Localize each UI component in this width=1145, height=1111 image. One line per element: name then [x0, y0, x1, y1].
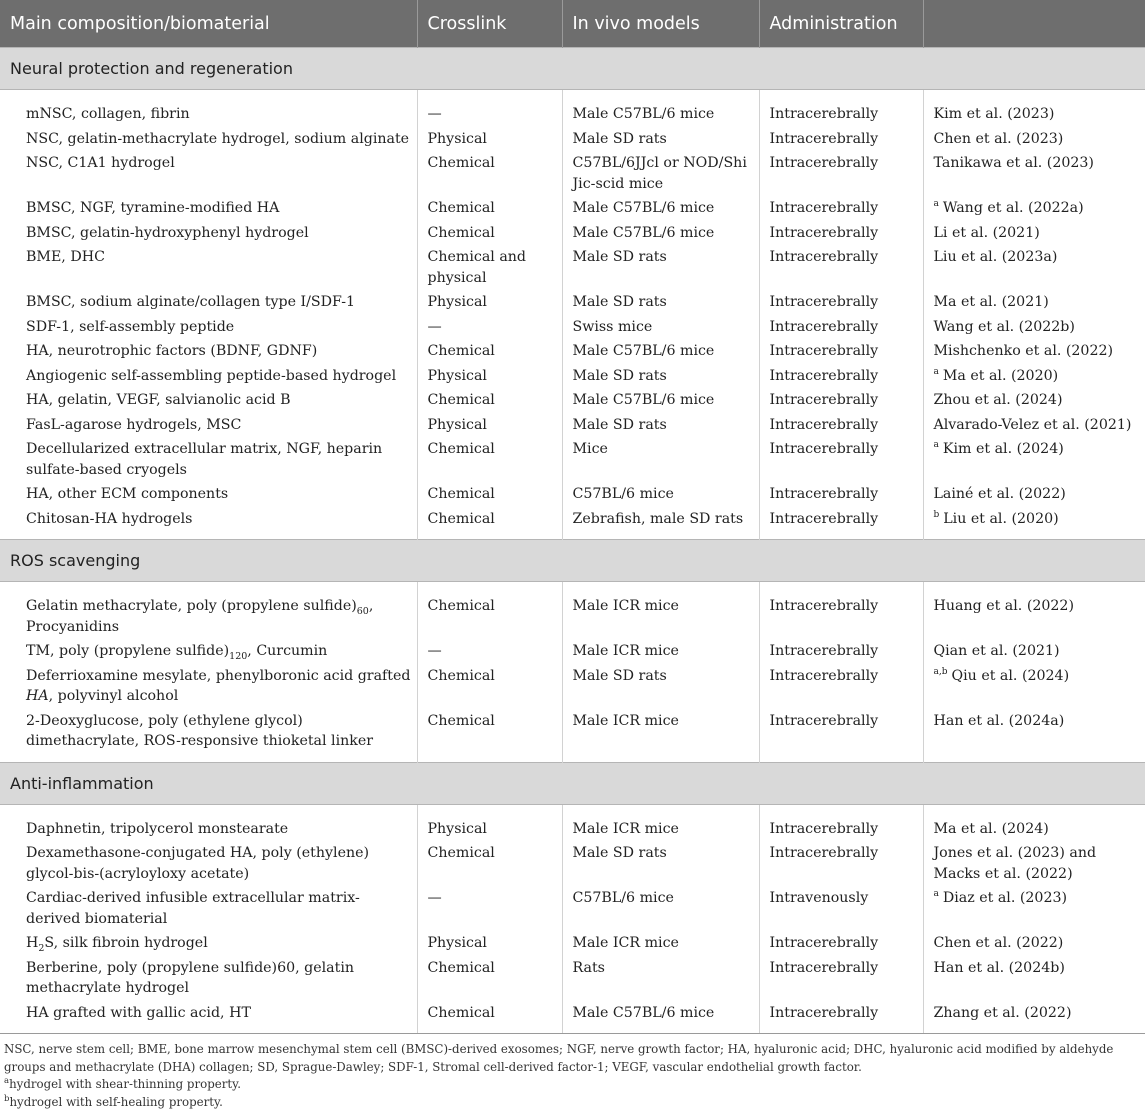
cell-composition — [0, 245, 417, 290]
table-row — [0, 339, 1145, 364]
cell-composition — [0, 437, 417, 482]
cell-administration: Intracerebrally — [759, 290, 923, 315]
cell-crosslink: — — [417, 886, 562, 931]
cell-composition — [0, 315, 417, 340]
cell-model: Male C57BL/6 mice — [562, 221, 759, 246]
cell-administration: Intracerebrally — [759, 841, 923, 886]
cell-model: Male C57BL/6 mice — [562, 388, 759, 413]
table-row — [0, 956, 1145, 1001]
cell-administration: Intracerebrally — [759, 582, 923, 640]
table-row — [0, 582, 1145, 640]
cell-composition — [0, 90, 417, 127]
cell-reference — [923, 151, 1145, 196]
cell-crosslink: Physical — [417, 290, 562, 315]
footnote-b-mark: b — [4, 1094, 9, 1104]
reference-text: Chen et al. (2023) — [934, 131, 1064, 147]
cell-model: Zebrafish, male SD rats — [562, 507, 759, 540]
cell-model: C57BL/6 mice — [562, 482, 759, 507]
reference-text: Kim et al. (2023) — [934, 106, 1055, 122]
table-row — [0, 221, 1145, 246]
cell-administration: Intracerebrally — [759, 364, 923, 389]
cell-composition — [0, 1001, 417, 1034]
cell-administration: Intracerebrally — [759, 664, 923, 709]
reference-text: Chen et al. (2022) — [934, 935, 1064, 951]
cell-crosslink: Physical — [417, 127, 562, 152]
cell-administration: Intracerebrally — [759, 413, 923, 438]
composition-text: S, silk fibroin hydrogel — [44, 935, 207, 951]
table-row — [0, 127, 1145, 152]
table-row — [0, 507, 1145, 540]
cell-administration: Intracerebrally — [759, 804, 923, 841]
cell-reference — [923, 841, 1145, 886]
reference-text: Han et al. (2024a) — [934, 713, 1065, 729]
composition-text: Cardiac-derived infusible extracellular matrix-derived biomaterial — [26, 890, 360, 927]
cell-crosslink: Chemical — [417, 507, 562, 540]
composition-text: BMSC, sodium alginate/collagen type I/SDF-1 — [26, 294, 355, 310]
cell-composition — [0, 290, 417, 315]
composition-text: SDF-1, self-assembly peptide — [26, 319, 234, 335]
composition-text: Angiogenic self-assembling peptide-based hydrogel — [26, 368, 396, 384]
composition-text: mNSC, collagen, fibrin — [26, 106, 190, 122]
cell-model: Male C57BL/6 mice — [562, 339, 759, 364]
cell-model: Male ICR mice — [562, 582, 759, 640]
cell-crosslink: Chemical — [417, 582, 562, 640]
reference-text: Tanikawa et al. (2023) — [934, 155, 1094, 171]
table-row — [0, 151, 1145, 196]
cell-composition — [0, 196, 417, 221]
cell-crosslink: — — [417, 90, 562, 127]
reference-text: Li et al. (2021) — [934, 225, 1040, 241]
cell-administration: Intravenously — [759, 886, 923, 931]
reference-text: Ma et al. (2020) — [943, 368, 1058, 384]
cell-reference — [923, 886, 1145, 931]
cell-composition — [0, 339, 417, 364]
footnote-marker: a — [934, 199, 939, 209]
cell-reference — [923, 245, 1145, 290]
cell-administration: Intracerebrally — [759, 90, 923, 127]
cell-crosslink: Physical — [417, 931, 562, 956]
header-models: In vivo models — [562, 0, 759, 48]
footnote-marker: a,b — [934, 667, 948, 677]
cell-model: Male ICR mice — [562, 804, 759, 841]
cell-composition — [0, 804, 417, 841]
composition-text: Daphnetin, tripolycerol monstearate — [26, 821, 288, 837]
cell-crosslink: Chemical — [417, 1001, 562, 1034]
cell-composition — [0, 841, 417, 886]
cell-model: Male SD rats — [562, 245, 759, 290]
cell-administration: Intracerebrally — [759, 1001, 923, 1034]
cell-model: Male ICR mice — [562, 709, 759, 763]
cell-crosslink: Chemical — [417, 151, 562, 196]
cell-crosslink: Physical — [417, 413, 562, 438]
footnote-a-mark: a — [4, 1076, 9, 1086]
cell-administration: Intracerebrally — [759, 127, 923, 152]
reference-text: Han et al. (2024b) — [934, 960, 1065, 976]
cell-model: C57BL/6 mice — [562, 886, 759, 931]
reference-text: Wang et al. (2022b) — [934, 319, 1075, 335]
cell-reference — [923, 221, 1145, 246]
cell-reference — [923, 364, 1145, 389]
cell-model: Mice — [562, 437, 759, 482]
section-title: Neural protection and regeneration — [0, 48, 1145, 90]
cell-model: Male ICR mice — [562, 931, 759, 956]
cell-administration: Intracerebrally — [759, 196, 923, 221]
footnote-marker: a — [934, 889, 939, 899]
composition-text: Gelatin methacrylate, poly (propylene sulfide) — [26, 598, 357, 614]
composition-text: NSC, gelatin-methacrylate hydrogel, sodium alginate — [26, 131, 409, 147]
footnote-b — [4, 1094, 1141, 1111]
composition-text: , polyvinyl alcohol — [49, 688, 179, 704]
cell-composition — [0, 413, 417, 438]
cell-administration: Intracerebrally — [759, 507, 923, 540]
footnote-a-text: hydrogel with shear-thinning property. — [9, 1077, 241, 1091]
composition-text: HA grafted with gallic acid, HT — [26, 1005, 251, 1021]
table-row — [0, 364, 1145, 389]
cell-reference — [923, 437, 1145, 482]
reference-text: Jones et al. (2023) and Macks et al. (2022) — [934, 845, 1097, 882]
table-row — [0, 437, 1145, 482]
cell-administration: Intracerebrally — [759, 482, 923, 507]
composition-text: TM, poly (propylene sulfide) — [26, 643, 229, 659]
composition-text: NSC, C1A1 hydrogel — [26, 155, 175, 171]
composition-text: H — [26, 935, 38, 951]
cell-reference — [923, 196, 1145, 221]
cell-composition — [0, 931, 417, 956]
table-row — [0, 482, 1145, 507]
cell-administration: Intracerebrally — [759, 709, 923, 763]
cell-reference — [923, 664, 1145, 709]
reference-text: Wang et al. (2022a) — [943, 200, 1084, 216]
cell-model: C57BL/6JJcl or NOD/Shi Jic-scid mice — [562, 151, 759, 196]
composition-italic: HA — [26, 688, 49, 704]
cell-administration: Intracerebrally — [759, 221, 923, 246]
cell-model: Male C57BL/6 mice — [562, 196, 759, 221]
cell-composition — [0, 582, 417, 640]
cell-reference — [923, 804, 1145, 841]
table-body — [0, 48, 1145, 1034]
cell-administration: Intracerebrally — [759, 639, 923, 664]
cell-crosslink: Chemical — [417, 221, 562, 246]
composition-text: FasL-agarose hydrogels, MSC — [26, 417, 241, 433]
table-row — [0, 639, 1145, 664]
table-row — [0, 245, 1145, 290]
cell-reference — [923, 956, 1145, 1001]
table-row — [0, 196, 1145, 221]
cell-composition — [0, 507, 417, 540]
cell-reference — [923, 582, 1145, 640]
cell-model: Rats — [562, 956, 759, 1001]
composition-text: BMSC, NGF, tyramine-modified HA — [26, 200, 279, 216]
reference-text: Kim et al. (2024) — [943, 441, 1064, 457]
composition-text: Dexamethasone-conjugated HA, poly (ethylene) glycol-bis-(acryloyloxy acetate) — [26, 845, 369, 882]
cell-administration: Intracerebrally — [759, 437, 923, 482]
cell-administration: Intracerebrally — [759, 956, 923, 1001]
header-composition: Main composition/biomaterial — [0, 0, 417, 48]
cell-crosslink: Chemical — [417, 196, 562, 221]
reference-text: Zhou et al. (2024) — [934, 392, 1063, 408]
composition-text: BMSC, gelatin-hydroxyphenyl hydrogel — [26, 225, 309, 241]
cell-model: Male SD rats — [562, 413, 759, 438]
cell-composition — [0, 664, 417, 709]
formula-subscript: 2 — [38, 943, 44, 954]
cell-composition — [0, 956, 417, 1001]
cell-reference — [923, 1001, 1145, 1034]
section-row — [0, 540, 1145, 582]
cell-composition — [0, 127, 417, 152]
cell-model: Swiss mice — [562, 315, 759, 340]
reference-text: Ma et al. (2021) — [934, 294, 1049, 310]
cell-crosslink: — — [417, 315, 562, 340]
cell-composition — [0, 221, 417, 246]
cell-crosslink: Chemical — [417, 388, 562, 413]
reference-text: Mishchenko et al. (2022) — [934, 343, 1114, 359]
composition-text: , Curcumin — [247, 643, 327, 659]
cell-crosslink: Chemical — [417, 956, 562, 1001]
composition-text: Deferrioxamine mesylate, phenylboronic acid grafted — [26, 668, 410, 684]
cell-model: Male C57BL/6 mice — [562, 90, 759, 127]
cell-crosslink: — — [417, 639, 562, 664]
footnote-b-text: hydrogel with self-healing property. — [9, 1095, 222, 1109]
composition-text: BME, DHC — [26, 249, 105, 265]
cell-reference — [923, 931, 1145, 956]
reference-text: Ma et al. (2024) — [934, 821, 1049, 837]
cell-composition — [0, 151, 417, 196]
reference-text: Lainé et al. (2022) — [934, 486, 1066, 502]
table-row — [0, 709, 1145, 763]
footnote-marker: a — [934, 440, 939, 450]
table-row — [0, 413, 1145, 438]
table-row — [0, 388, 1145, 413]
cell-reference — [923, 290, 1145, 315]
table-row — [0, 886, 1145, 931]
cell-composition — [0, 709, 417, 763]
cell-composition — [0, 482, 417, 507]
table-row — [0, 664, 1145, 709]
table-row — [0, 841, 1145, 886]
cell-model: Male C57BL/6 mice — [562, 1001, 759, 1034]
cell-composition — [0, 886, 417, 931]
reference-text: Huang et al. (2022) — [934, 598, 1075, 614]
section-row — [0, 762, 1145, 804]
cell-reference — [923, 482, 1145, 507]
table-row — [0, 315, 1145, 340]
cell-crosslink: Physical — [417, 364, 562, 389]
footnote-marker: b — [934, 510, 940, 520]
cell-composition — [0, 364, 417, 389]
cell-model: Male SD rats — [562, 364, 759, 389]
reference-text: Liu et al. (2023a) — [934, 249, 1058, 265]
cell-reference — [923, 90, 1145, 127]
table-row — [0, 1001, 1145, 1034]
cell-model: Male SD rats — [562, 127, 759, 152]
reference-text: Diaz et al. (2023) — [943, 890, 1067, 906]
header-crosslink: Crosslink — [417, 0, 562, 48]
composition-text: HA, other ECM components — [26, 486, 228, 502]
reference-text: Qiu et al. (2024) — [952, 668, 1070, 684]
polymer-subscript: 120 — [229, 651, 247, 662]
composition-text: HA, neurotrophic factors (BDNF, GDNF) — [26, 343, 317, 359]
header-administration: Administration — [759, 0, 923, 48]
cell-crosslink: Chemical — [417, 339, 562, 364]
cell-composition — [0, 639, 417, 664]
composition-text: Decellularized extracellular matrix, NGF, heparin sulfate-based cryogels — [26, 441, 382, 478]
footnote-marker: a — [934, 367, 939, 377]
section-title: ROS scavenging — [0, 540, 1145, 582]
table-row — [0, 90, 1145, 127]
cell-composition — [0, 388, 417, 413]
reference-text: Qian et al. (2021) — [934, 643, 1060, 659]
footnote-a — [4, 1076, 1141, 1094]
cell-crosslink: Chemical — [417, 437, 562, 482]
reference-text: Liu et al. (2020) — [943, 511, 1058, 527]
cell-crosslink: Chemical and physical — [417, 245, 562, 290]
cell-crosslink: Physical — [417, 804, 562, 841]
cell-reference — [923, 709, 1145, 763]
table-row — [0, 804, 1145, 841]
section-title: Anti-inflammation — [0, 762, 1145, 804]
table-row — [0, 931, 1145, 956]
abbreviations-note: NSC, nerve stem cell; BME, bone marrow mesenchymal stem cell (BMSC)-derived exosomes; NGF, nerve growth factor; HA, hyaluronic acid; DHC, hyaluronic acid modified by aldehyde groups and methacrylate (DHA) collagen; SD, Sprague-Dawley; SDF-1, Stromal cell-derived factor-1; VEGF, vascular endothelial growth factor. — [4, 1041, 1141, 1076]
polymer-subscript: 60 — [357, 606, 369, 617]
cell-model: Male SD rats — [562, 841, 759, 886]
cell-administration: Intracerebrally — [759, 339, 923, 364]
composition-text: HA, gelatin, VEGF, salvianolic acid B — [26, 392, 291, 408]
cell-administration: Intracerebrally — [759, 151, 923, 196]
reference-text: Alvarado-Velez et al. (2021) — [934, 417, 1132, 433]
cell-reference — [923, 639, 1145, 664]
cell-reference — [923, 315, 1145, 340]
header-row — [0, 0, 1145, 48]
table-row — [0, 290, 1145, 315]
cell-administration: Intracerebrally — [759, 388, 923, 413]
composition-text: Berberine, poly (propylene sulfide)60, gelatin methacrylate hydrogel — [26, 960, 354, 997]
composition-text: Chitosan-HA hydrogels — [26, 511, 192, 527]
cell-reference — [923, 388, 1145, 413]
table-footnotes — [0, 1033, 1145, 1111]
cell-reference — [923, 507, 1145, 540]
reference-text: Zhang et al. (2022) — [934, 1005, 1072, 1021]
cell-reference — [923, 339, 1145, 364]
cell-crosslink: Chemical — [417, 709, 562, 763]
cell-administration: Intracerebrally — [759, 315, 923, 340]
cell-model: Male SD rats — [562, 290, 759, 315]
section-row — [0, 48, 1145, 90]
cell-administration: Intracerebrally — [759, 931, 923, 956]
cell-crosslink: Chemical — [417, 841, 562, 886]
cell-reference — [923, 413, 1145, 438]
cell-model: Male SD rats — [562, 664, 759, 709]
cell-administration: Intracerebrally — [759, 245, 923, 290]
header-reference — [923, 0, 1145, 48]
composition-text: 2-Deoxyglucose, poly (ethylene glycol) dimethacrylate, ROS-responsive thioketal linker — [26, 713, 373, 750]
cell-crosslink: Chemical — [417, 482, 562, 507]
cell-model: Male ICR mice — [562, 639, 759, 664]
cell-crosslink: Chemical — [417, 664, 562, 709]
cell-reference — [923, 127, 1145, 152]
composition-text: , Procyanidins — [26, 598, 373, 635]
